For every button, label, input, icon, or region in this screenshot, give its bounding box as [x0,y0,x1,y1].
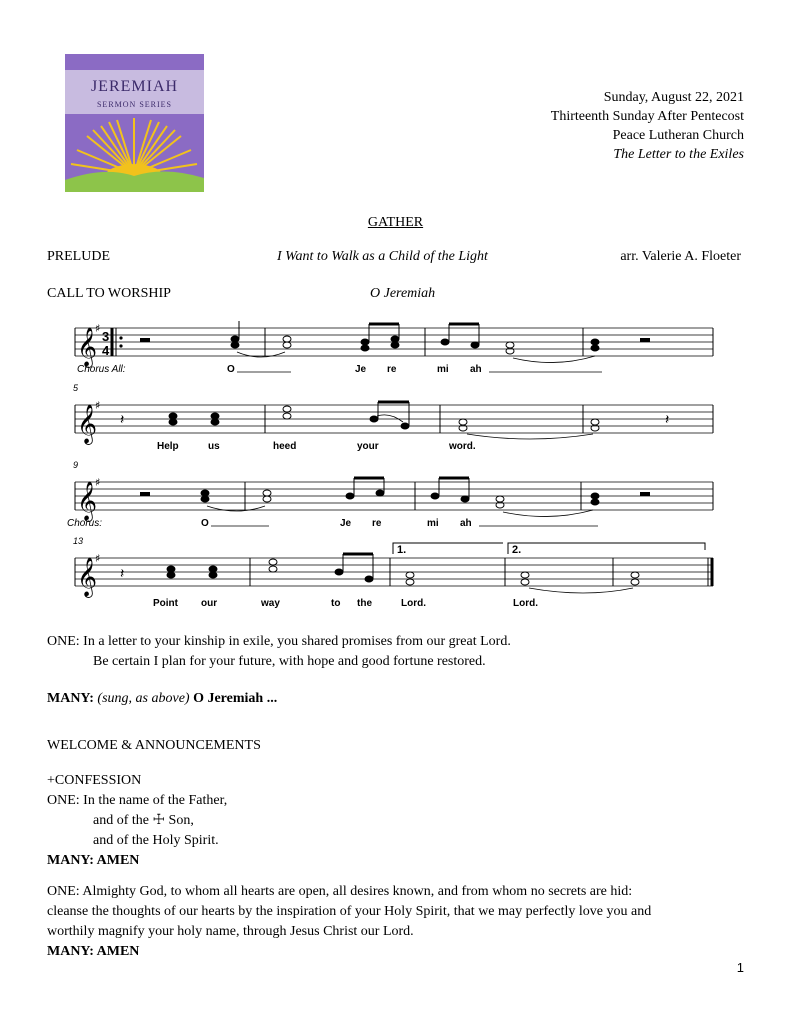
chorus-all-label: Chorus All: [77,364,126,375]
lyric: ah [470,364,482,375]
many-amen-1: MANY: AMEN [47,853,140,868]
prelude-title: I Want to Walk as a Child of the Light [277,249,488,264]
svg-text:𝄽: 𝄽 [120,566,125,582]
call-to-worship-label: CALL TO WORSHIP [47,286,171,301]
church-name: Peace Lutheran Church [612,128,744,143]
lyric: Lord. [513,598,538,609]
lyric: O [227,364,235,375]
svg-text:♯: ♯ [95,552,101,565]
confession-heading: +CONFESSION [47,773,142,788]
lyric: re [387,364,397,375]
one-line-2: Be certain I plan for your future, with hope and good fortune restored. [93,654,486,669]
measure-number-9: 9 [73,460,79,470]
confession-line-1: ONE: In the name of the Father, [47,793,228,808]
logo-title: JEREMIAH [90,78,179,95]
lyric: our [201,598,218,609]
service-date: Sunday, August 22, 2021 [603,90,744,105]
svg-text:𝄞: 𝄞 [77,557,98,597]
lyric: word. [449,441,476,452]
lyric: heed [273,441,297,452]
prayer-line-2: cleanse the thoughts of our hearts by the inspiration of your Holy Spirit, that we may perfectly love you and [47,904,652,919]
svg-text:4: 4 [102,343,110,358]
svg-text:♯: ♯ [95,399,101,412]
lyric: the [357,598,372,609]
lyric: ah [460,518,472,529]
many-label: MANY: [47,691,94,706]
logo-subtitle: SERMON SERIES [96,100,173,109]
many-response [47,689,747,709]
lyric: Point [153,598,178,609]
lyric: Je [355,364,367,375]
many-amen-2: MANY: AMEN [47,944,140,959]
lyric: mi [437,364,449,375]
prelude-arranger: arr. Valerie A. Floeter [620,249,741,264]
prayer-line-3: worthily magnify your holy name, through Jesus Christ our Lord. [47,924,414,939]
service-header [551,88,744,164]
confession-line-3: and of the Holy Spirit. [93,833,219,848]
welcome-heading: WELCOME & ANNOUNCEMENTS [47,738,261,753]
response-block [47,632,747,672]
svg-text:𝄽: 𝄽 [665,412,670,428]
svg-text:𝄽: 𝄽 [120,412,125,428]
lyric: way [261,598,280,609]
service-occasion: Thirteenth Sunday After Pentecost [550,109,744,124]
measure-number-13: 13 [73,536,84,546]
svg-text:3: 3 [102,329,110,344]
svg-text:♯: ♯ [95,322,101,335]
lyric: mi [427,518,439,529]
many-text: O Jeremiah ... [193,691,278,706]
page-number: 1 [736,960,744,975]
lyric: Je [340,518,352,529]
confession-block [47,771,747,871]
lyric: Lord. [401,598,426,609]
svg-text:𝄞: 𝄞 [77,404,98,444]
prayer-line-1: ONE: Almighty God, to whom all hearts are open, all desires known, and from whom no secrets are hid: [47,884,633,899]
svg-text:𝄞: 𝄞 [77,481,98,521]
call-to-worship-title: O Jeremiah [370,286,436,301]
ending-2: 2. [512,544,522,556]
sermon-series-logo [65,54,204,192]
lyric: O [201,518,209,529]
sermon-title: The Letter to the Exiles [613,147,744,162]
svg-text:𝄞: 𝄞 [77,327,98,367]
many-note: (sung, as above) [97,691,190,706]
prayer-block [47,882,747,962]
music-score [65,318,715,623]
lyric: Help [157,441,179,452]
one-line-1: ONE: In a letter to your kinship in exile, you shared promises from our great Lord. [47,634,511,649]
prelude-label: PRELUDE [47,249,110,264]
confession-line-2: and of the ☩ Son, [93,813,194,828]
measure-number-5: 5 [73,383,79,393]
chorus-label: Chorus: [67,518,103,529]
lyric: to [331,598,341,609]
ending-1: 1. [397,544,407,556]
lyric: re [372,518,382,529]
svg-text:♯: ♯ [95,476,101,489]
lyric: your [357,441,379,452]
lyric: us [208,441,220,452]
section-title: GATHER [367,215,424,230]
